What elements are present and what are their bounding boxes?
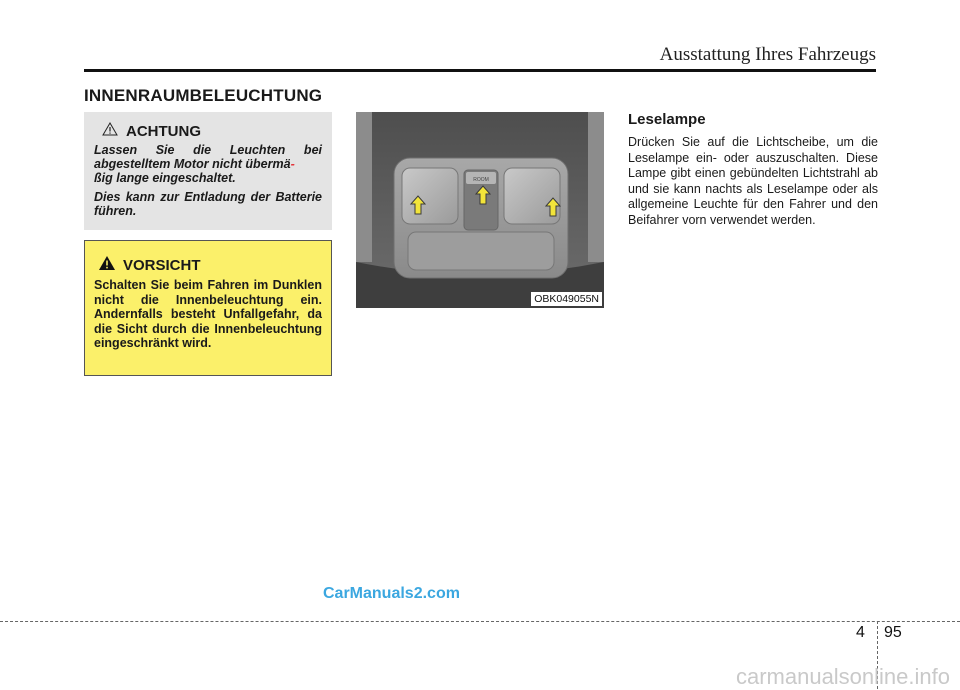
photo-code: OBK049055N bbox=[531, 292, 602, 306]
achtung-para-2: Dies kann zur Entladung der Batterie führen. bbox=[94, 190, 322, 218]
warning-outline-icon bbox=[102, 122, 118, 140]
watermark-link[interactable]: CarManuals2.com bbox=[323, 585, 460, 602]
leselampe-title: Leselampe bbox=[628, 111, 706, 128]
chapter-number: 4 bbox=[856, 624, 865, 641]
vorsicht-text: Schalten Sie beim Fahren im Dunklen nicht die Innenbeleuchtung ein. Andernfalls besteht Unfallgefahr, da die Sicht durch die Innenbeleuchtung eingeschränkt wird. bbox=[94, 278, 322, 350]
footer-rule bbox=[0, 621, 960, 622]
warning-icon bbox=[98, 255, 116, 275]
header-rule bbox=[84, 69, 876, 72]
section-title: INNENRAUMBELEUCHTUNG bbox=[84, 86, 323, 105]
achtung-label: ACHTUNG bbox=[126, 122, 201, 140]
achtung-para-1: Lassen Sie die Leuchten bei abgestelltem Motor nicht übermä- ßig lange eingeschaltet. bbox=[94, 143, 322, 185]
leselampe-text: Drücken Sie auf die Lichtscheibe, um die Leselampe ein- oder auszuschalten. Diese Lampe gibt einen gebündelten Lichtstrahl ab und sie kann nachts als Leselampe oder als allgemeine Leuchte für den Fahrer und den Beifahrer vorn verwendet werden. bbox=[628, 135, 878, 227]
console-illustration bbox=[356, 112, 604, 308]
site-watermark: carmanualsonline.info bbox=[735, 664, 950, 689]
header-title: Ausstattung Ihres Fahrzeugs bbox=[659, 44, 876, 65]
vorsicht-label: VORSICHT bbox=[123, 256, 201, 274]
vorsicht-heading bbox=[98, 255, 322, 275]
leselampe-section bbox=[628, 111, 878, 228]
achtung-box bbox=[84, 112, 332, 230]
room-button-label: ROOM bbox=[473, 177, 489, 183]
page-number: 95 bbox=[884, 624, 902, 641]
red-hyphen: - bbox=[290, 157, 295, 171]
overhead-console-photo bbox=[356, 112, 604, 308]
vorsicht-box bbox=[84, 240, 332, 376]
achtung-heading bbox=[102, 122, 322, 140]
